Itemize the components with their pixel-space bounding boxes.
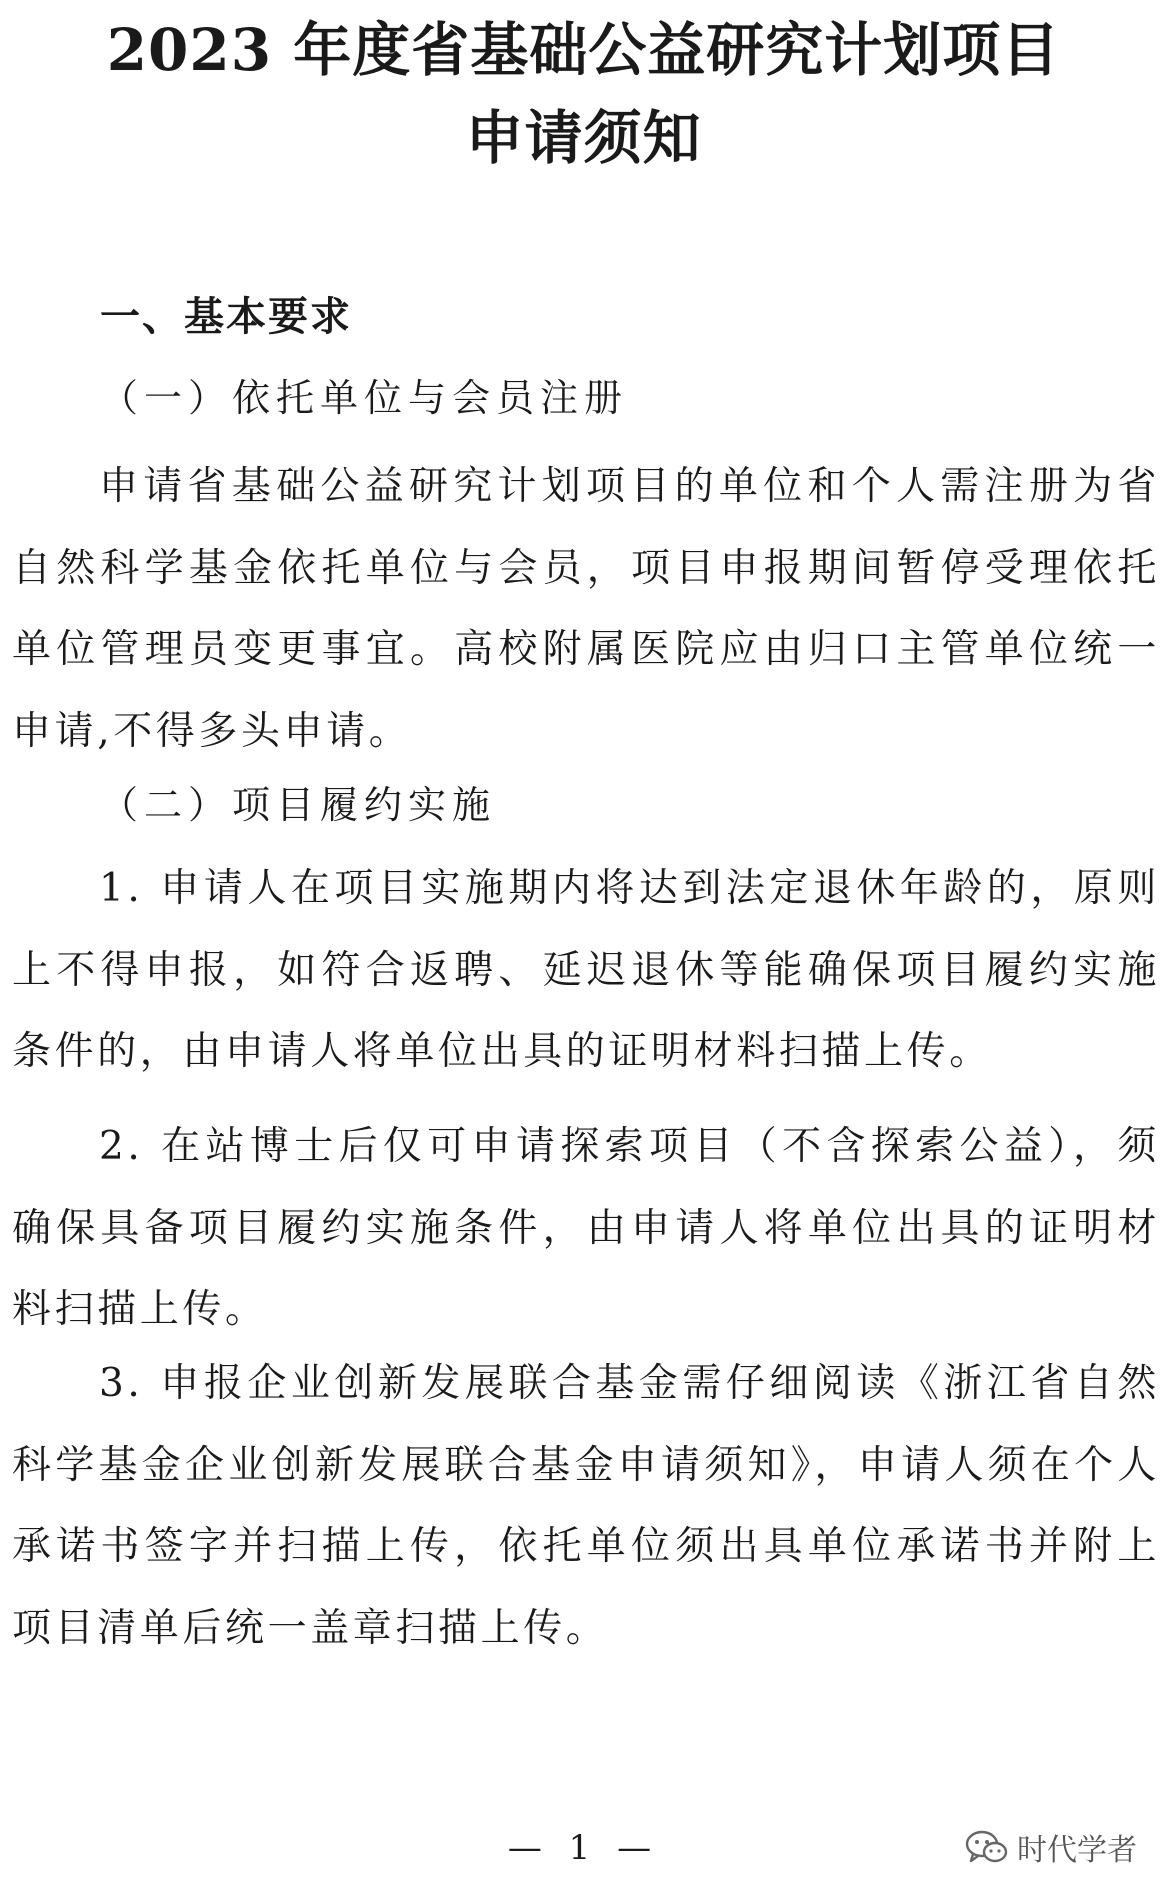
document-title-line-2: 申请须知 [465, 104, 702, 172]
list-item-joint-fund: 3. 申报企业创新发展联合基金需仔细阅读《浙江省自然科学基金企业创新发展联合基金申请须知》，申请人须在个人承诺书签字并扫描上传，依托单位须出具单位承诺书并附上项目清单后统一盖章扫描上传。 [12, 1361, 1160, 1651]
document-title-line-1: 2023 年度省基础公益研究计划项目 [106, 16, 1061, 84]
watermark [965, 1825, 1137, 1869]
page-number: — 1 — [507, 1828, 660, 1868]
watermark-text: 时代学者 [1017, 1833, 1137, 1868]
subsection-heading-performance: （二）项目履约实施 [100, 783, 497, 827]
list-item-postdoc: 2. 在站博士后仅可申请探索项目（不含探索公益），须确保具备项目履约实施条件，由申请人将单位出具的证明材料扫描上传。 [12, 1124, 1160, 1332]
list-item-retirement-age: 1. 申请人在项目实施期内将达到法定退休年龄的，原则上不得申报，如符合返聘、延迟退休等能确保项目履约实施条件的，由申请人将单位出具的证明材料扫描上传。 [12, 866, 1160, 1074]
subsection-heading-registration: （一）依托单位与会员注册 [100, 376, 629, 420]
wechat-icon [965, 1829, 1009, 1865]
section-heading-basic-requirements: 一、基本要求 [100, 294, 352, 340]
registration-paragraph: 申请省基础公益研究计划项目的单位和个人需注册为省自然科学基金依托单位与会员，项目申报期间暂停受理依托单位管理员变更事宜。高校附属医院应由归口主管单位统一申请,不得多头申请。 [12, 464, 1160, 754]
